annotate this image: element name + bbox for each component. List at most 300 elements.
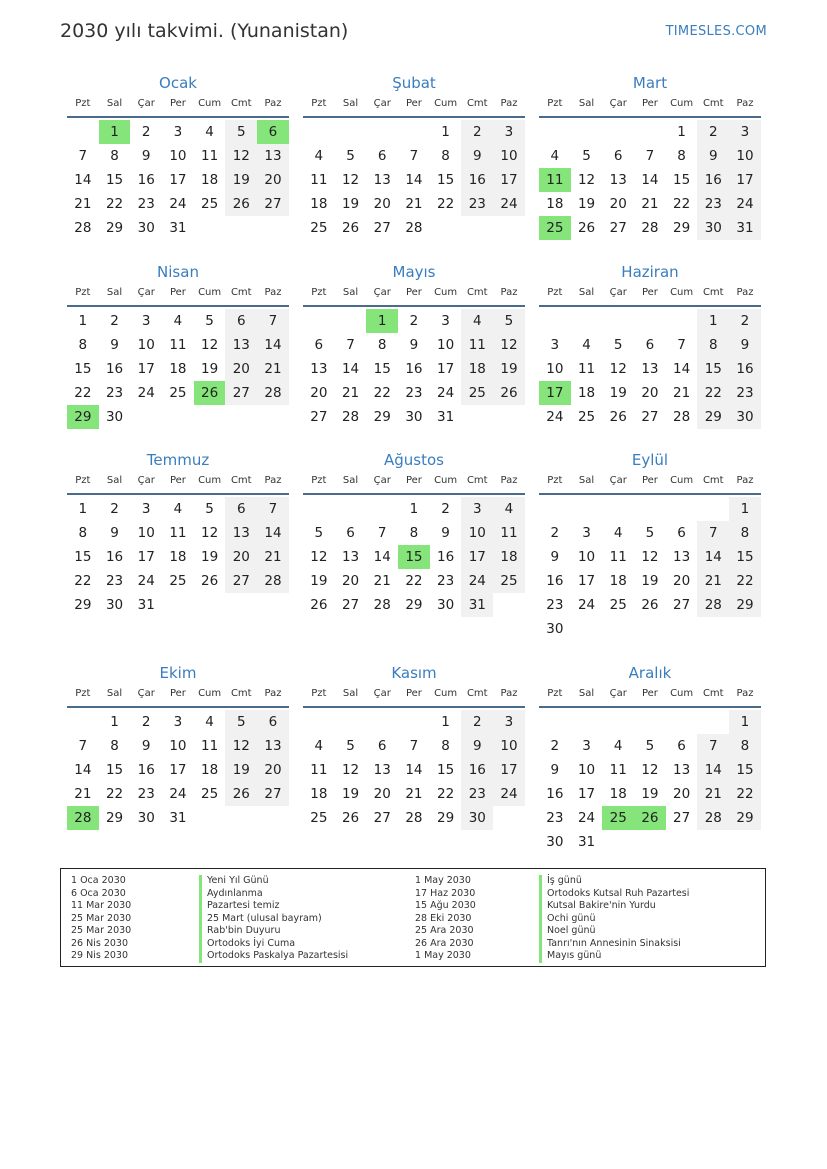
day-cell[interactable]: 14 — [341, 361, 360, 377]
day-cell[interactable]: 30 — [437, 597, 455, 613]
day-cell[interactable]: 27 — [257, 192, 289, 216]
day-cell[interactable]: 6 — [346, 525, 355, 541]
day-cell[interactable]: 7 — [78, 738, 88, 754]
day-cell[interactable]: 11 — [169, 337, 187, 353]
day-cell[interactable]: 3 — [582, 525, 591, 541]
day-cell[interactable]: 12 — [641, 762, 659, 778]
day-cell[interactable]: 11 — [169, 525, 187, 541]
day-cell[interactable]: 22 — [437, 786, 455, 802]
day-cell[interactable]: 13 — [373, 172, 391, 188]
day-cell[interactable]: 23 — [105, 573, 124, 589]
day-cell[interactable]: 7 — [346, 337, 355, 353]
day-cell[interactable]: 5 — [613, 337, 623, 353]
day-cell[interactable]: 4 — [205, 124, 214, 140]
day-cell[interactable]: 25 — [201, 196, 219, 212]
day-cell[interactable]: 30 — [105, 597, 124, 613]
day-cell[interactable]: 2 — [110, 501, 119, 517]
day-cell[interactable]: 23 — [137, 786, 155, 802]
day-cell[interactable]: 26 — [641, 597, 659, 613]
day-cell[interactable]: 6 — [645, 337, 655, 353]
day-cell[interactable]: 14 — [697, 545, 729, 569]
day-cell[interactable]: 15 — [373, 361, 391, 377]
day-cell[interactable]: 21 — [673, 385, 691, 401]
day-cell[interactable]: 4 — [550, 148, 560, 164]
day-cell[interactable]: 25 — [577, 409, 596, 425]
day-cell[interactable]: 24 — [169, 786, 187, 802]
day-cell[interactable]: 14 — [74, 762, 92, 778]
day-cell[interactable]: 12 — [201, 525, 219, 541]
day-cell[interactable]: 4 — [314, 738, 324, 754]
day-cell[interactable]: 23 — [437, 573, 455, 589]
day-cell[interactable]: 8 — [409, 525, 419, 541]
day-cell[interactable]: 25 — [461, 381, 493, 405]
day-cell[interactable]: 8 — [677, 148, 686, 164]
day-cell[interactable]: 25 — [609, 597, 627, 613]
day-cell[interactable]: 16 — [697, 168, 729, 192]
day-cell[interactable]: 11 — [493, 521, 525, 545]
day-cell[interactable]: 29 — [373, 409, 391, 425]
day-cell[interactable]: 1 — [441, 714, 450, 730]
day-cell[interactable]: 16 — [137, 762, 155, 778]
day-cell[interactable]: 3 — [493, 120, 525, 144]
day-cell[interactable]: 2 — [409, 313, 419, 329]
day-cell[interactable]: 18 — [201, 172, 219, 188]
day-cell[interactable]: 21 — [257, 357, 289, 381]
day-cell[interactable]: 13 — [341, 549, 360, 565]
day-cell[interactable]: 14 — [257, 333, 289, 357]
day-cell[interactable]: 13 — [609, 172, 627, 188]
day-cell[interactable]: 29 — [729, 806, 761, 830]
day-cell[interactable]: 2 — [550, 738, 560, 754]
day-cell[interactable]: 12 — [609, 361, 627, 377]
day-cell[interactable]: 20 — [673, 573, 691, 589]
day-cell[interactable]: 23 — [461, 192, 493, 216]
day-cell[interactable]: 22 — [437, 196, 455, 212]
day-cell[interactable]: 2 — [141, 714, 151, 730]
day-cell[interactable]: 1 — [677, 124, 686, 140]
day-cell[interactable]: 2 — [141, 124, 151, 140]
day-cell[interactable]: 5 — [225, 710, 257, 734]
day-cell[interactable]: 20 — [225, 357, 257, 381]
day-cell[interactable]: 2 — [441, 501, 450, 517]
day-cell[interactable]: 30 — [137, 810, 155, 826]
day-cell[interactable]: 25 — [310, 810, 328, 826]
day-cell[interactable]: 31 — [437, 409, 455, 425]
day-cell[interactable]: 26 — [194, 381, 226, 405]
day-cell[interactable]: 27 — [641, 409, 659, 425]
day-cell[interactable]: 3 — [173, 124, 183, 140]
day-cell[interactable]: 7 — [257, 309, 289, 333]
day-cell[interactable]: 27 — [673, 810, 691, 826]
day-cell[interactable]: 16 — [437, 549, 455, 565]
day-cell[interactable]: 1 — [110, 714, 119, 730]
day-cell[interactable]: 30 — [729, 405, 761, 429]
day-cell[interactable]: 26 — [225, 192, 257, 216]
day-cell[interactable]: 3 — [729, 120, 761, 144]
day-cell[interactable]: 16 — [546, 786, 564, 802]
day-cell[interactable]: 10 — [169, 738, 187, 754]
day-cell[interactable]: 5 — [314, 525, 324, 541]
day-cell[interactable]: 10 — [437, 337, 455, 353]
day-cell[interactable]: 18 — [546, 196, 564, 212]
day-cell[interactable]: 23 — [729, 381, 761, 405]
day-cell[interactable]: 8 — [441, 148, 450, 164]
day-cell[interactable]: 26 — [201, 573, 219, 589]
day-cell[interactable]: 15 — [673, 172, 691, 188]
day-cell[interactable]: 13 — [373, 762, 391, 778]
day-cell[interactable]: 15 — [697, 357, 729, 381]
day-cell[interactable]: 29 — [74, 597, 92, 613]
day-cell[interactable]: 10 — [729, 144, 761, 168]
day-cell[interactable]: 24 — [437, 385, 455, 401]
day-cell[interactable]: 10 — [493, 144, 525, 168]
day-cell[interactable]: 6 — [613, 148, 623, 164]
day-cell[interactable]: 10 — [137, 337, 155, 353]
day-cell[interactable]: 21 — [405, 196, 423, 212]
day-cell[interactable]: 23 — [546, 597, 564, 613]
day-cell[interactable]: 1 — [729, 497, 761, 521]
day-cell[interactable]: 7 — [257, 497, 289, 521]
day-cell[interactable]: 18 — [609, 573, 627, 589]
day-cell[interactable]: 20 — [257, 168, 289, 192]
day-cell[interactable]: 14 — [697, 758, 729, 782]
day-cell[interactable]: 15 — [74, 361, 92, 377]
day-cell[interactable]: 9 — [110, 525, 119, 541]
day-cell[interactable]: 17 — [137, 361, 155, 377]
day-cell[interactable]: 20 — [373, 786, 391, 802]
day-cell[interactable]: 15 — [105, 172, 124, 188]
day-cell[interactable]: 4 — [173, 501, 183, 517]
day-cell[interactable]: 15 — [437, 762, 455, 778]
day-cell[interactable]: 22 — [697, 381, 729, 405]
day-cell[interactable]: 24 — [461, 569, 493, 593]
day-cell[interactable]: 28 — [74, 220, 92, 236]
day-cell[interactable]: 17 — [169, 172, 187, 188]
day-cell[interactable]: 6 — [257, 120, 289, 144]
day-cell[interactable]: 1 — [697, 309, 729, 333]
day-cell[interactable]: 24 — [493, 192, 525, 216]
day-cell[interactable]: 6 — [377, 148, 387, 164]
day-cell[interactable]: 29 — [105, 220, 124, 236]
day-cell[interactable]: 6 — [677, 738, 686, 754]
day-cell[interactable]: 12 — [225, 734, 257, 758]
day-cell[interactable]: 14 — [257, 521, 289, 545]
day-cell[interactable]: 11 — [201, 148, 219, 164]
day-cell[interactable]: 27 — [609, 220, 627, 236]
day-cell[interactable]: 30 — [461, 806, 493, 830]
day-cell[interactable]: 18 — [461, 357, 493, 381]
day-cell[interactable]: 4 — [205, 714, 214, 730]
day-cell[interactable]: 2 — [697, 120, 729, 144]
day-cell[interactable]: 23 — [697, 192, 729, 216]
day-cell[interactable]: 5 — [205, 313, 214, 329]
day-cell[interactable]: 21 — [74, 786, 92, 802]
day-cell[interactable]: 26 — [577, 220, 596, 236]
day-cell[interactable]: 14 — [373, 549, 391, 565]
day-cell[interactable]: 15 — [437, 172, 455, 188]
day-cell[interactable]: 14 — [673, 361, 691, 377]
day-cell[interactable]: 28 — [373, 597, 391, 613]
day-cell[interactable]: 8 — [729, 734, 761, 758]
day-cell[interactable]: 22 — [673, 196, 691, 212]
day-cell[interactable]: 16 — [405, 361, 423, 377]
day-cell[interactable]: 7 — [677, 337, 686, 353]
day-cell[interactable]: 21 — [341, 385, 360, 401]
day-cell[interactable]: 30 — [105, 409, 124, 425]
day-cell[interactable]: 4 — [613, 738, 623, 754]
day-cell[interactable]: 14 — [641, 172, 659, 188]
day-cell[interactable]: 12 — [341, 172, 360, 188]
day-cell[interactable]: 6 — [377, 738, 387, 754]
day-cell[interactable]: 4 — [173, 313, 183, 329]
day-cell[interactable]: 20 — [609, 196, 627, 212]
day-cell[interactable]: 10 — [493, 734, 525, 758]
day-cell[interactable]: 25 — [310, 220, 328, 236]
day-cell[interactable]: 19 — [341, 786, 360, 802]
day-cell[interactable]: 2 — [461, 710, 493, 734]
day-cell[interactable]: 8 — [377, 337, 387, 353]
day-cell[interactable]: 21 — [697, 782, 729, 806]
day-cell[interactable]: 2 — [550, 525, 560, 541]
day-cell[interactable]: 28 — [697, 593, 729, 617]
day-cell[interactable]: 5 — [645, 525, 655, 541]
day-cell[interactable]: 12 — [493, 333, 525, 357]
day-cell[interactable]: 27 — [341, 597, 360, 613]
day-cell[interactable]: 26 — [634, 806, 666, 830]
day-cell[interactable]: 14 — [74, 172, 92, 188]
day-cell[interactable]: 31 — [577, 834, 596, 850]
day-cell[interactable]: 18 — [169, 549, 187, 565]
day-cell[interactable]: 16 — [461, 758, 493, 782]
day-cell[interactable]: 11 — [461, 333, 493, 357]
day-cell[interactable]: 4 — [314, 148, 324, 164]
day-cell[interactable]: 24 — [729, 192, 761, 216]
day-cell[interactable]: 30 — [546, 621, 564, 637]
day-cell[interactable]: 23 — [105, 385, 124, 401]
day-cell[interactable]: 8 — [110, 148, 119, 164]
day-cell[interactable]: 23 — [137, 196, 155, 212]
day-cell[interactable]: 17 — [137, 549, 155, 565]
day-cell[interactable]: 29 — [437, 810, 455, 826]
day-cell[interactable]: 5 — [493, 309, 525, 333]
day-cell[interactable]: 22 — [405, 573, 423, 589]
day-cell[interactable]: 6 — [225, 497, 257, 521]
day-cell[interactable]: 9 — [550, 549, 560, 565]
day-cell[interactable]: 5 — [346, 738, 355, 754]
day-cell[interactable]: 28 — [641, 220, 659, 236]
day-cell[interactable]: 17 — [539, 381, 571, 405]
day-cell[interactable]: 7 — [697, 521, 729, 545]
day-cell[interactable]: 18 — [201, 762, 219, 778]
day-cell[interactable]: 24 — [137, 573, 155, 589]
day-cell[interactable]: 4 — [461, 309, 493, 333]
day-cell[interactable]: 27 — [225, 569, 257, 593]
day-cell[interactable]: 24 — [169, 196, 187, 212]
day-cell[interactable]: 13 — [673, 549, 691, 565]
day-cell[interactable]: 13 — [310, 361, 328, 377]
day-cell[interactable]: 24 — [577, 810, 596, 826]
day-cell[interactable]: 19 — [493, 357, 525, 381]
day-cell[interactable]: 16 — [729, 357, 761, 381]
day-cell[interactable]: 30 — [137, 220, 155, 236]
day-cell[interactable]: 31 — [461, 593, 493, 617]
day-cell[interactable]: 26 — [493, 381, 525, 405]
day-cell[interactable]: 8 — [78, 525, 88, 541]
day-cell[interactable]: 27 — [373, 220, 391, 236]
day-cell[interactable]: 18 — [609, 786, 627, 802]
day-cell[interactable]: 21 — [257, 545, 289, 569]
day-cell[interactable]: 13 — [257, 144, 289, 168]
site-link[interactable]: TIMESLES.COM — [665, 24, 767, 39]
day-cell[interactable]: 20 — [310, 385, 328, 401]
day-cell[interactable]: 14 — [405, 172, 423, 188]
day-cell[interactable]: 21 — [697, 569, 729, 593]
day-cell[interactable]: 11 — [577, 361, 596, 377]
day-cell[interactable]: 9 — [110, 337, 119, 353]
day-cell[interactable]: 24 — [546, 409, 564, 425]
day-cell[interactable]: 29 — [405, 597, 423, 613]
day-cell[interactable]: 8 — [697, 333, 729, 357]
day-cell[interactable]: 12 — [201, 337, 219, 353]
day-cell[interactable]: 16 — [461, 168, 493, 192]
day-cell[interactable]: 27 — [310, 409, 328, 425]
day-cell[interactable]: 6 — [257, 710, 289, 734]
day-cell[interactable]: 22 — [74, 573, 92, 589]
day-cell[interactable]: 21 — [74, 196, 92, 212]
day-cell[interactable]: 9 — [729, 333, 761, 357]
day-cell[interactable]: 1 — [99, 120, 131, 144]
day-cell[interactable]: 6 — [225, 309, 257, 333]
day-cell[interactable]: 13 — [225, 521, 257, 545]
day-cell[interactable]: 20 — [225, 545, 257, 569]
day-cell[interactable]: 17 — [577, 573, 596, 589]
day-cell[interactable]: 27 — [373, 810, 391, 826]
day-cell[interactable]: 17 — [729, 168, 761, 192]
day-cell[interactable]: 29 — [673, 220, 691, 236]
day-cell[interactable]: 16 — [105, 549, 124, 565]
day-cell[interactable]: 10 — [137, 525, 155, 541]
day-cell[interactable]: 10 — [577, 762, 596, 778]
day-cell[interactable]: 13 — [641, 361, 659, 377]
day-cell[interactable]: 18 — [577, 385, 596, 401]
day-cell[interactable]: 26 — [609, 409, 627, 425]
day-cell[interactable]: 24 — [493, 782, 525, 806]
day-cell[interactable]: 15 — [105, 762, 124, 778]
day-cell[interactable]: 15 — [729, 545, 761, 569]
day-cell[interactable]: 21 — [373, 573, 391, 589]
day-cell[interactable]: 22 — [74, 385, 92, 401]
day-cell[interactable]: 7 — [377, 525, 387, 541]
day-cell[interactable]: 2 — [461, 120, 493, 144]
day-cell[interactable]: 8 — [78, 337, 88, 353]
day-cell[interactable]: 23 — [461, 782, 493, 806]
day-cell[interactable]: 16 — [137, 172, 155, 188]
day-cell[interactable]: 27 — [225, 381, 257, 405]
day-cell[interactable]: 19 — [201, 549, 219, 565]
day-cell[interactable]: 19 — [225, 168, 257, 192]
day-cell[interactable]: 22 — [373, 385, 391, 401]
day-cell[interactable]: 25 — [201, 786, 219, 802]
day-cell[interactable]: 17 — [577, 786, 596, 802]
day-cell[interactable]: 22 — [105, 196, 124, 212]
day-cell[interactable]: 28 — [67, 806, 99, 830]
day-cell[interactable]: 11 — [310, 172, 328, 188]
day-cell[interactable]: 20 — [257, 758, 289, 782]
day-cell[interactable]: 27 — [673, 597, 691, 613]
day-cell[interactable]: 31 — [169, 220, 187, 236]
day-cell[interactable]: 28 — [673, 409, 691, 425]
day-cell[interactable]: 16 — [105, 361, 124, 377]
day-cell[interactable]: 1 — [729, 710, 761, 734]
day-cell[interactable]: 18 — [493, 545, 525, 569]
day-cell[interactable]: 7 — [78, 148, 88, 164]
day-cell[interactable]: 14 — [405, 762, 423, 778]
day-cell[interactable]: 7 — [409, 738, 419, 754]
day-cell[interactable]: 28 — [697, 806, 729, 830]
day-cell[interactable]: 13 — [257, 734, 289, 758]
day-cell[interactable]: 11 — [310, 762, 328, 778]
day-cell[interactable]: 19 — [577, 196, 596, 212]
day-cell[interactable]: 20 — [373, 196, 391, 212]
day-cell[interactable]: 8 — [729, 521, 761, 545]
day-cell[interactable]: 12 — [641, 549, 659, 565]
day-cell[interactable]: 20 — [341, 573, 360, 589]
day-cell[interactable]: 30 — [697, 216, 729, 240]
day-cell[interactable]: 3 — [141, 501, 151, 517]
day-cell[interactable]: 7 — [409, 148, 419, 164]
day-cell[interactable]: 28 — [405, 810, 423, 826]
day-cell[interactable]: 22 — [729, 569, 761, 593]
day-cell[interactable]: 3 — [550, 337, 560, 353]
day-cell[interactable]: 3 — [441, 313, 450, 329]
day-cell[interactable]: 1 — [409, 501, 419, 517]
day-cell[interactable]: 13 — [225, 333, 257, 357]
day-cell[interactable]: 9 — [141, 738, 151, 754]
day-cell[interactable]: 19 — [310, 573, 328, 589]
day-cell[interactable]: 9 — [461, 144, 493, 168]
day-cell[interactable]: 28 — [405, 220, 423, 236]
day-cell[interactable]: 12 — [341, 762, 360, 778]
day-cell[interactable]: 11 — [609, 762, 627, 778]
day-cell[interactable]: 29 — [67, 405, 99, 429]
day-cell[interactable]: 1 — [441, 124, 450, 140]
day-cell[interactable]: 11 — [609, 549, 627, 565]
day-cell[interactable]: 11 — [539, 168, 571, 192]
day-cell[interactable]: 3 — [173, 714, 183, 730]
day-cell[interactable]: 25 — [493, 569, 525, 593]
day-cell[interactable]: 3 — [461, 497, 493, 521]
day-cell[interactable]: 1 — [366, 309, 398, 333]
day-cell[interactable]: 28 — [257, 569, 289, 593]
day-cell[interactable]: 31 — [169, 810, 187, 826]
day-cell[interactable]: 9 — [141, 148, 151, 164]
day-cell[interactable]: 5 — [205, 501, 214, 517]
day-cell[interactable]: 26 — [341, 220, 360, 236]
day-cell[interactable]: 17 — [493, 168, 525, 192]
day-cell[interactable]: 28 — [257, 381, 289, 405]
day-cell[interactable]: 26 — [341, 810, 360, 826]
day-cell[interactable]: 30 — [546, 834, 564, 850]
day-cell[interactable]: 28 — [341, 409, 360, 425]
day-cell[interactable]: 7 — [645, 148, 655, 164]
day-cell[interactable]: 31 — [729, 216, 761, 240]
day-cell[interactable]: 12 — [310, 549, 328, 565]
day-cell[interactable]: 26 — [225, 782, 257, 806]
day-cell[interactable]: 4 — [613, 525, 623, 541]
day-cell[interactable]: 5 — [225, 120, 257, 144]
day-cell[interactable]: 23 — [546, 810, 564, 826]
day-cell[interactable]: 9 — [461, 734, 493, 758]
